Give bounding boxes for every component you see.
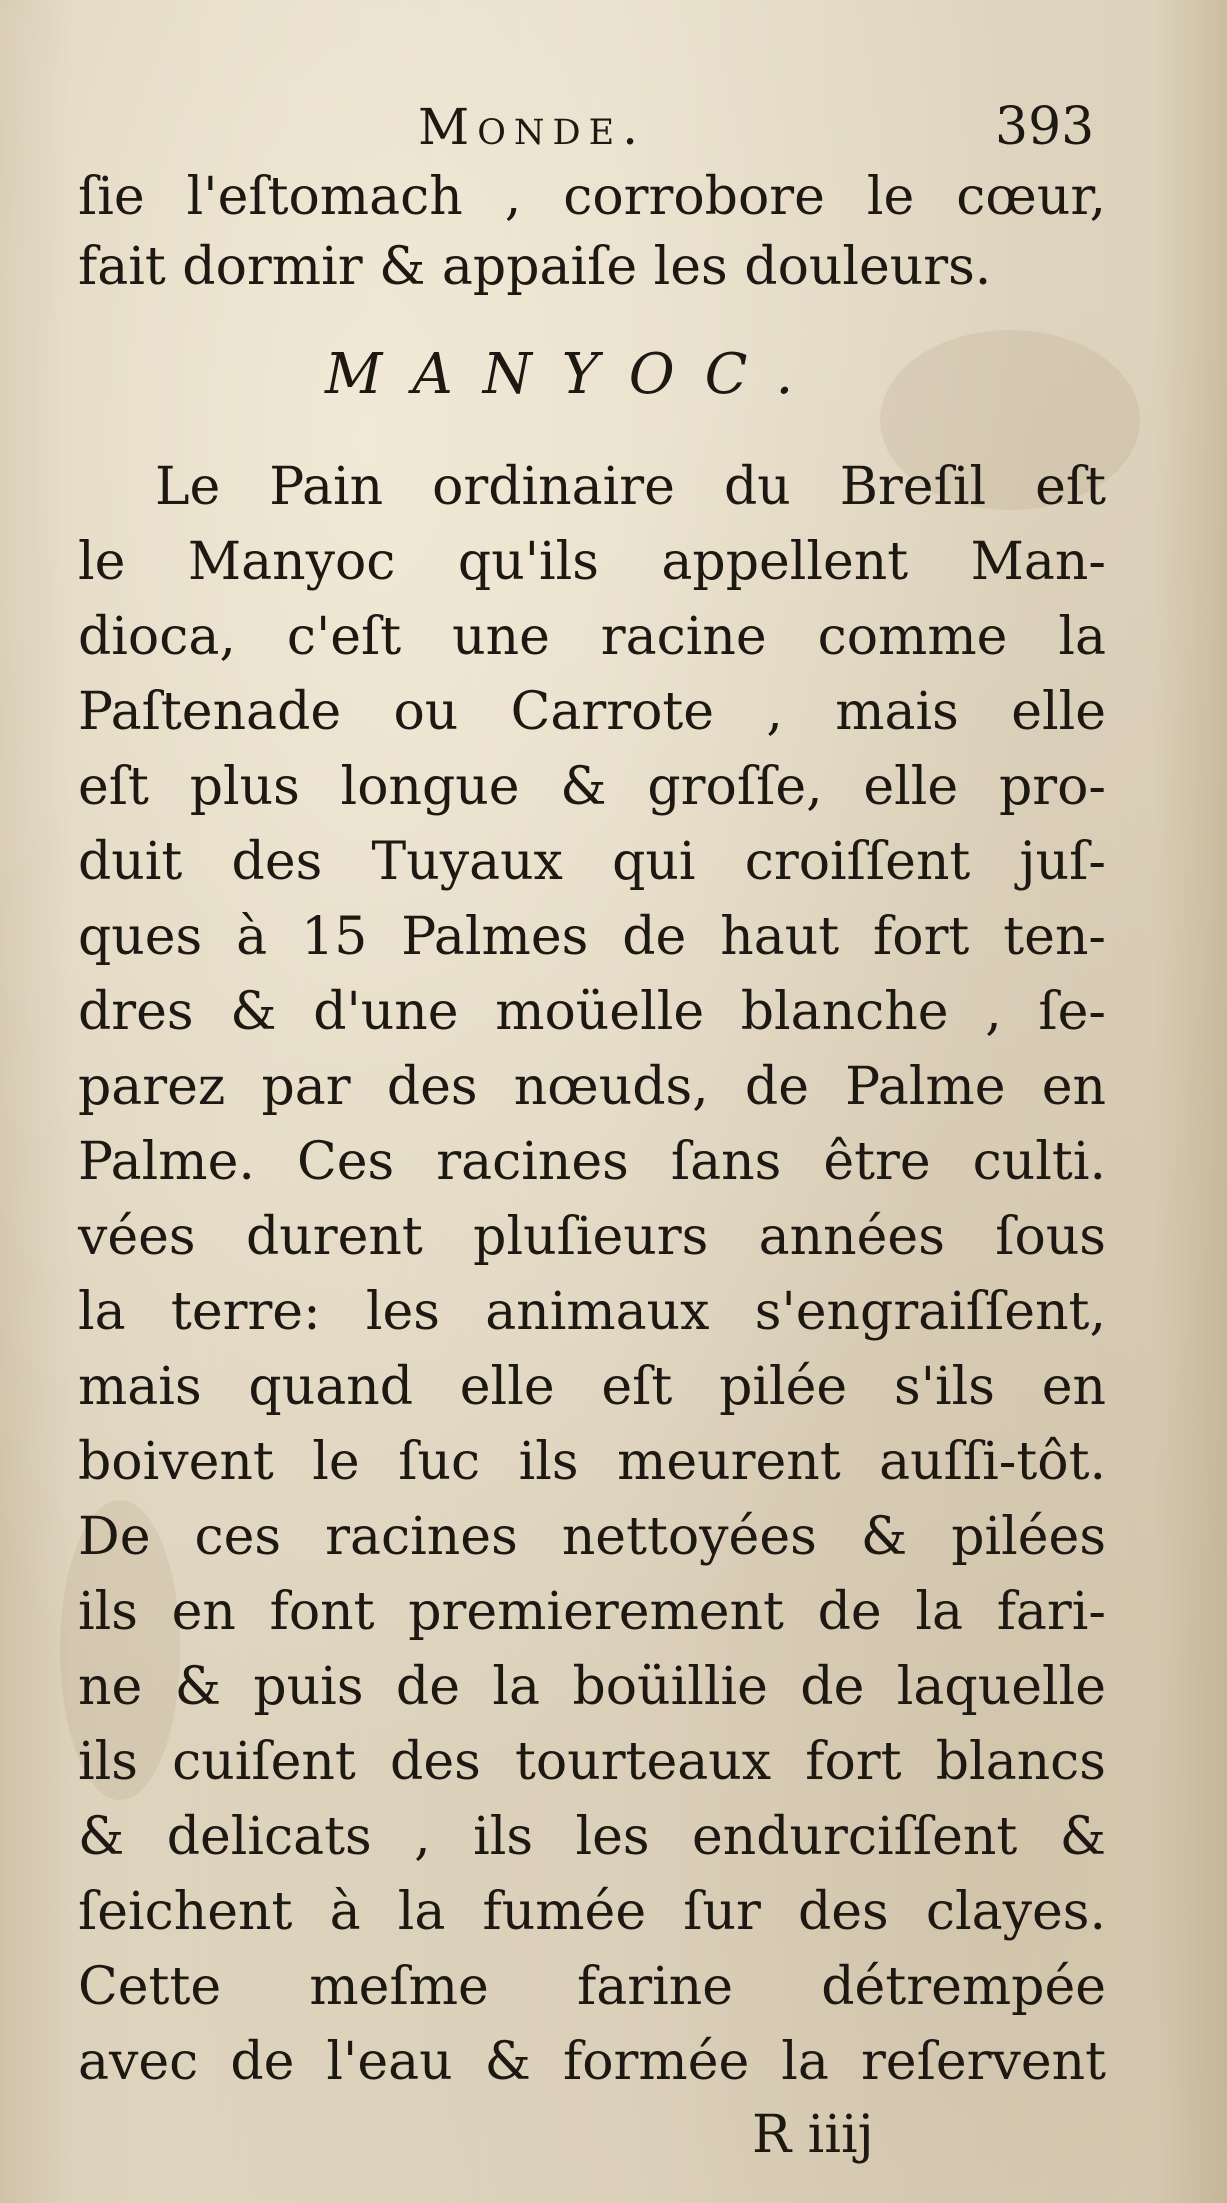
paragraph-line: ſeichent à la fumée ſur des clayes. [78, 1882, 1106, 1942]
paragraph-line: ils en font premierement de la fari- [78, 1582, 1106, 1642]
paragraph-line: dres & d'une moüelle blanche , ſe- [78, 982, 1106, 1042]
text-line: fait dormir & appaiſe les douleurs. [78, 237, 992, 297]
page-number: 393 [995, 97, 1095, 157]
text-line: ſie l'eſtomach , corrobore le cœur, [78, 167, 1106, 227]
paragraph-line: ques à 15 Palmes de haut fort ten- [78, 907, 1106, 967]
paragraph-line: mais quand elle eſt pilée s'ils en [78, 1357, 1106, 1417]
paragraph-line: vées durent pluſieurs années ſous [78, 1207, 1106, 1267]
page-header [60, 92, 1110, 162]
paragraph-line: Le Pain ordinaire du Breſil eſt [155, 457, 1106, 517]
section-title: MANYOC. [325, 342, 824, 407]
paragraph-line: ils cuiſent des tourteaux fort blancs [78, 1732, 1106, 1792]
paragraph-line: Paſtenade ou Carrote , mais elle [78, 682, 1106, 742]
paragraph-line: le Manyoc qu'ils appellent Man- [78, 532, 1106, 592]
paragraph-line: avec de l'eau & formée la reſervent [78, 2032, 1106, 2092]
paragraph-line: & delicats , ils les endurciſſent & [78, 1807, 1106, 1867]
paragraph-line: dioca, c'eſt une racine comme la [78, 607, 1106, 667]
paragraph-line: De ces racines nettoyées & pilées [78, 1507, 1106, 1567]
paragraph-line: Cette meſme farine détrempée [78, 1957, 1106, 2017]
paragraph-line: ne & puis de la boüillie de laquelle [78, 1657, 1106, 1717]
running-head: Monde. [418, 98, 647, 156]
paragraph-line: duit des Tuyaux qui croiſſent juſ- [78, 832, 1106, 892]
paragraph-line: la terre: les animaux s'engraiſſent, [78, 1282, 1106, 1342]
paragraph-line: Palme. Ces racines ſans être culti. [78, 1132, 1106, 1192]
paragraph-line: boivent le ſuc ils meurent auſſi-tôt. [78, 1432, 1106, 1492]
paragraph-line: parez par des nœuds, de Palme en [78, 1057, 1106, 1117]
signature-mark: R iiij [752, 2105, 874, 2165]
paragraph-line: eſt plus longue & groſſe, elle pro- [78, 757, 1106, 817]
